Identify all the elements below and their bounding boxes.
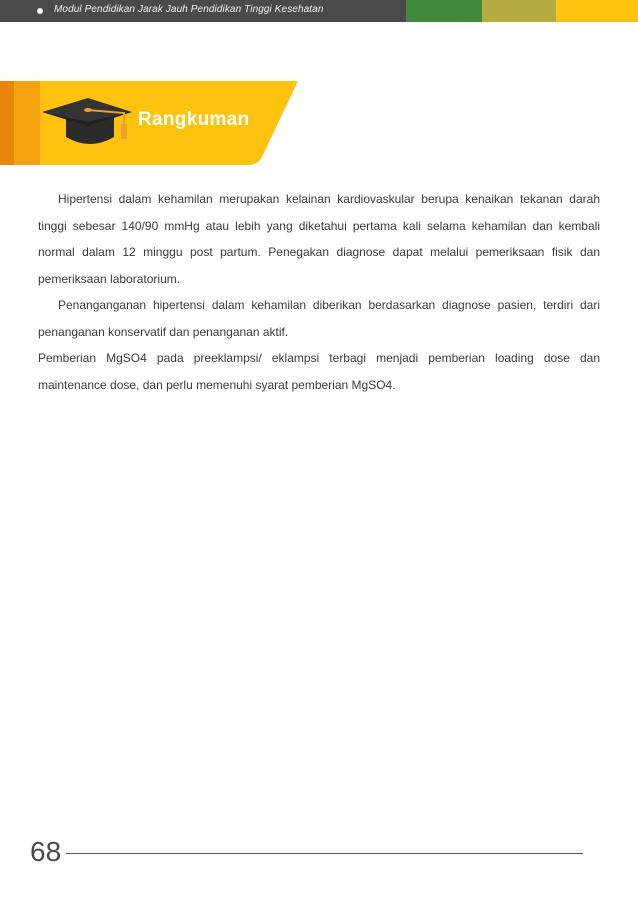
banner-strip-light [14, 81, 40, 165]
paragraph: Penanganganan hipertensi dalam kehamilan diberikan berdasarkan diagnose pasien, terdiri dari penanganan konservatif dan penanganan aktif. [38, 298, 600, 339]
page-number: 68 [30, 836, 62, 867]
header-color-block-green [406, 0, 482, 22]
banner-strip-dark [0, 81, 14, 165]
header-title-block [0, 0, 406, 22]
summary-body [38, 186, 600, 398]
footer-divider [66, 853, 583, 854]
bullet-icon [37, 8, 43, 14]
section-banner [0, 81, 300, 165]
header-color-block-olive [482, 0, 556, 22]
paragraph: Pemberian MgSO4 pada preeklampsi/ eklampsi terbagi menjadi pemberian loading dose dan maintenance dose, dan perlu memenuhi syarat pemberian MgSO4. [38, 351, 600, 392]
header-title: Modul Pendidikan Jarak Jauh Pendidikan Tinggi Kesehatan [54, 4, 324, 15]
paragraph: Hipertensi dalam kehamilan merupakan kelainan kardiovaskular berupa kenaikan tekanan darah tinggi sebesar 140/90 mmHg atau lebih yang diketahui pertama kali selama kehamilan dan kembali normal dalam 12 minggu post partum. Penegakan diagnose dapat melalui pemeriksaan fisik dan pemeriksaan laboratorium. [38, 192, 600, 286]
graduation-cap-icon [40, 95, 136, 153]
header-color-block-yellow [556, 0, 638, 22]
header-bar [0, 0, 638, 22]
section-title: Rangkuman [138, 109, 250, 130]
